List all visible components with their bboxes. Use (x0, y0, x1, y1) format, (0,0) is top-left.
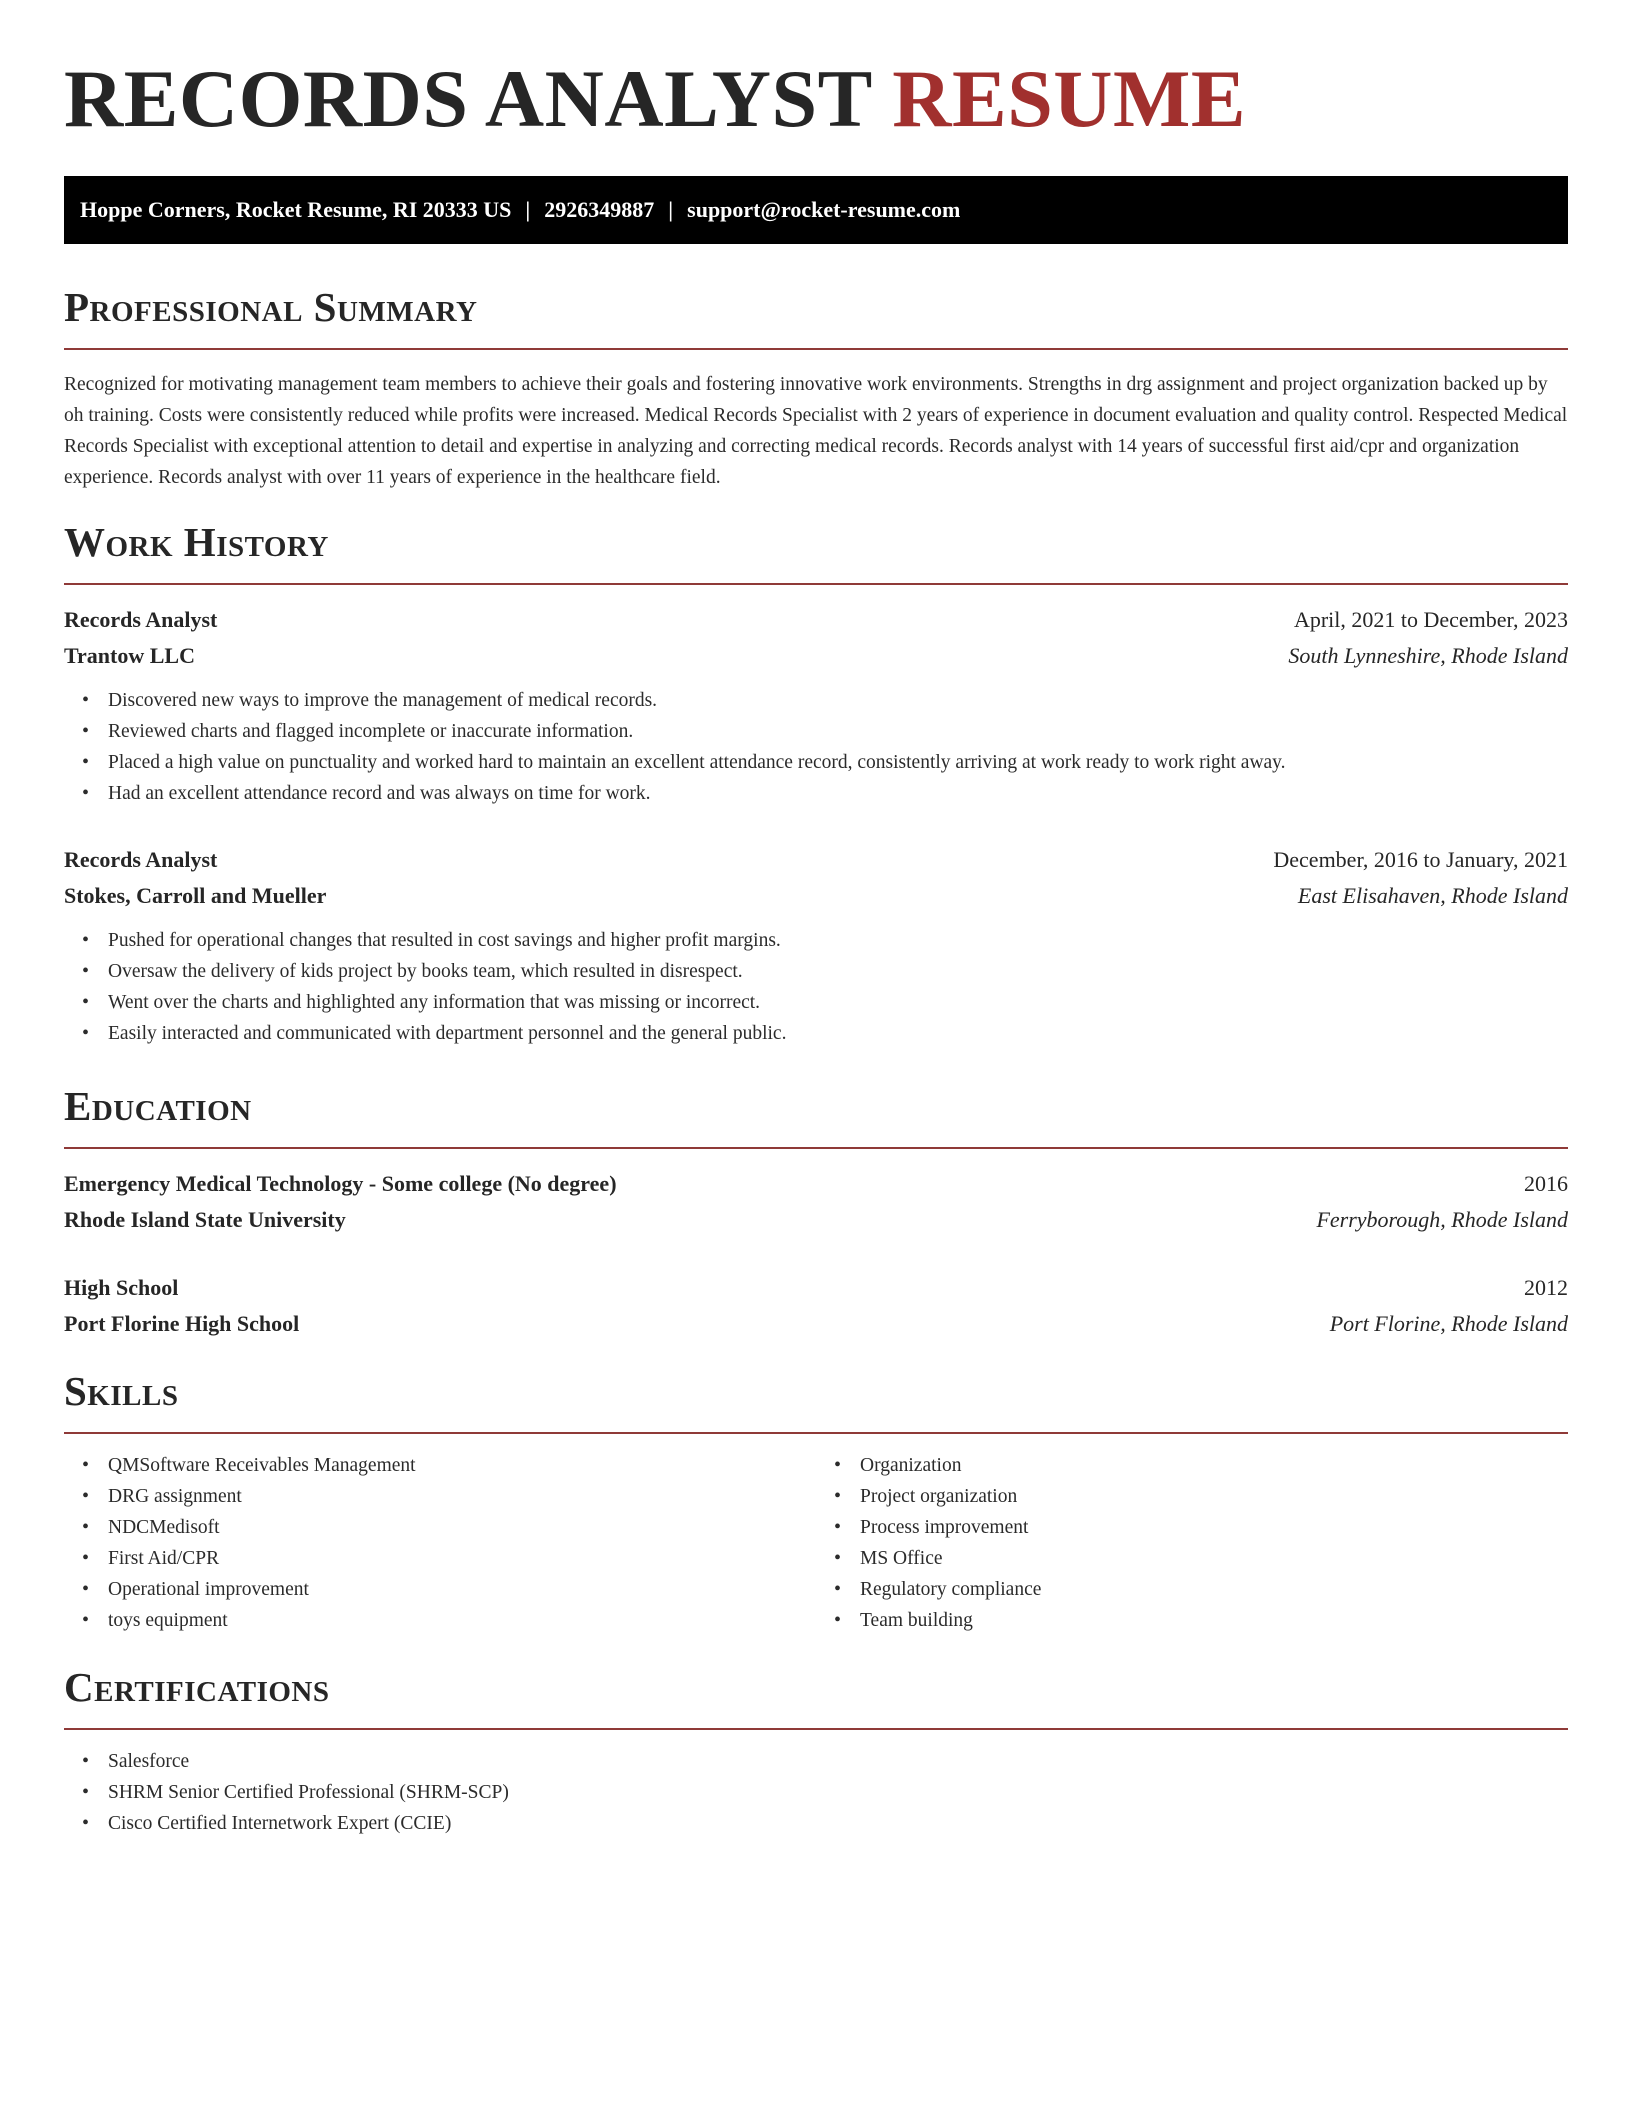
skill-item: • First Aid/CPR (108, 1543, 816, 1574)
section-heading-summary: Professional Summary (64, 284, 478, 330)
skill-item: • Organization (860, 1450, 1568, 1481)
education-school: Port Florine High School (64, 1311, 300, 1336)
education-degree: Emergency Medical Technology - Some college (No degree) (64, 1171, 617, 1196)
skill-item: • toys equipment (108, 1605, 816, 1636)
job-company-row (64, 638, 1568, 674)
list-item: • Oversaw the delivery of kids project by books team, which resulted in disrespect. (108, 956, 1568, 987)
skill-item: • Regulatory compliance (860, 1574, 1568, 1605)
section-heading-education: Education (64, 1083, 252, 1129)
education-school-row (64, 1306, 1568, 1342)
job-header-row (64, 602, 1568, 638)
education-location: Port Florine, Rhode Island (1329, 1311, 1568, 1336)
list-item: • Went over the charts and highlighted any information that was missing or incorrect. (108, 987, 1568, 1018)
job-company: Trantow LLC (64, 643, 195, 668)
skill-item: • Process improvement (860, 1512, 1568, 1543)
job-dates: December, 2016 to January, 2021 (1273, 847, 1568, 872)
job-location: East Elisahaven, Rhode Island (1297, 883, 1568, 908)
skills-list-left (64, 1450, 816, 1636)
list-item: • Reviewed charts and flagged incomplete or inaccurate information. (108, 716, 1568, 747)
education-entry (64, 1270, 1568, 1342)
skill-item: • Project organization (860, 1481, 1568, 1512)
list-item: • Pushed for operational changes that resulted in cost savings and higher profit margins. (108, 925, 1568, 956)
skills-section (64, 1366, 1568, 1636)
skill-item: • MS Office (860, 1543, 1568, 1574)
education-school: Rhode Island State University (64, 1207, 346, 1232)
list-item: • Discovered new ways to improve the management of medical records. (108, 685, 1568, 716)
contact-email: support@rocket-resume.com (687, 197, 961, 222)
education-year: 2012 (1524, 1275, 1568, 1300)
certification-item: • SHRM Senior Certified Professional (SHRM-SCP) (108, 1777, 1568, 1808)
education-section (64, 1081, 1568, 1342)
skills-columns (64, 1450, 1568, 1636)
job-title: Records Analyst (64, 847, 218, 872)
education-header-row (64, 1166, 1568, 1202)
job-company-row (64, 878, 1568, 914)
education-location: Ferryborough, Rhode Island (1316, 1207, 1568, 1232)
education-year: 2016 (1524, 1171, 1568, 1196)
section-heading-skills: Skills (64, 1368, 179, 1414)
skill-item: • DRG assignment (108, 1481, 816, 1512)
job-bullets (64, 925, 1568, 1049)
contact-bar (64, 176, 1568, 244)
certifications-list (64, 1746, 1568, 1839)
skill-item: • NDCMedisoft (108, 1512, 816, 1543)
section-divider (64, 583, 1568, 585)
education-school-row (64, 1202, 1568, 1238)
section-divider (64, 1432, 1568, 1434)
skill-item: • Operational improvement (108, 1574, 816, 1605)
contact-separator: | (668, 197, 674, 222)
certification-item: • Cisco Certified Internetwork Expert (CCIE) (108, 1808, 1568, 1839)
summary-section (64, 282, 1568, 493)
contact-separator: | (525, 197, 531, 222)
work-history-section (64, 517, 1568, 1049)
education-entry (64, 1166, 1568, 1238)
title-accent: RESUME (892, 53, 1247, 144)
section-divider (64, 1728, 1568, 1730)
section-heading-certifications: Certifications (64, 1664, 330, 1710)
list-item: • Placed a high value on punctuality and worked hard to maintain an excellent attendance record, consistently arriving at work ready to work right away. (108, 747, 1568, 778)
job-header-row (64, 842, 1568, 878)
contact-address: Hoppe Corners, Rocket Resume, RI 20333 US (80, 197, 512, 222)
education-degree: High School (64, 1275, 179, 1300)
education-header-row (64, 1270, 1568, 1306)
certification-item: • Salesforce (108, 1746, 1568, 1777)
list-item: • Easily interacted and communicated with department personnel and the general public. (108, 1018, 1568, 1049)
job-entry (64, 842, 1568, 1049)
section-divider (64, 1147, 1568, 1149)
certifications-section (64, 1662, 1568, 1839)
job-bullets (64, 685, 1568, 809)
job-location: South Lynneshire, Rhode Island (1288, 643, 1568, 668)
list-item: • Had an excellent attendance record and was always on time for work. (108, 778, 1568, 809)
job-title: Records Analyst (64, 607, 218, 632)
skill-item: • Team building (860, 1605, 1568, 1636)
summary-text: Recognized for motivating management team members to achieve their goals and fostering innovative work environments. Strengths in drg assignment and project organization backed up by oh training. Costs were consistently reduced while profits were increased. Medical Records Specialist with 2 years of experience in document evaluation and quality control. Respected Medical Records Specialist with exceptional attention to detail and expertise in analyzing and correcting medical records. Records analyst with 14 years of successful first aid/cpr and organization experience. Records analyst with over 11 years of experience in the healthcare field. (64, 374, 1568, 488)
title-main: RECORDS ANALYST (64, 53, 872, 144)
resume-title (64, 0, 1568, 144)
job-company: Stokes, Carroll and Mueller (64, 883, 327, 908)
skill-item: • QMSoftware Receivables Management (108, 1450, 816, 1481)
resume-page (64, 0, 1568, 1834)
section-heading-work: Work History (64, 519, 329, 565)
job-entry (64, 602, 1568, 809)
section-divider (64, 348, 1568, 350)
job-dates: April, 2021 to December, 2023 (1293, 607, 1568, 632)
contact-phone: 2926349887 (544, 197, 655, 222)
skills-list-right (816, 1450, 1568, 1636)
